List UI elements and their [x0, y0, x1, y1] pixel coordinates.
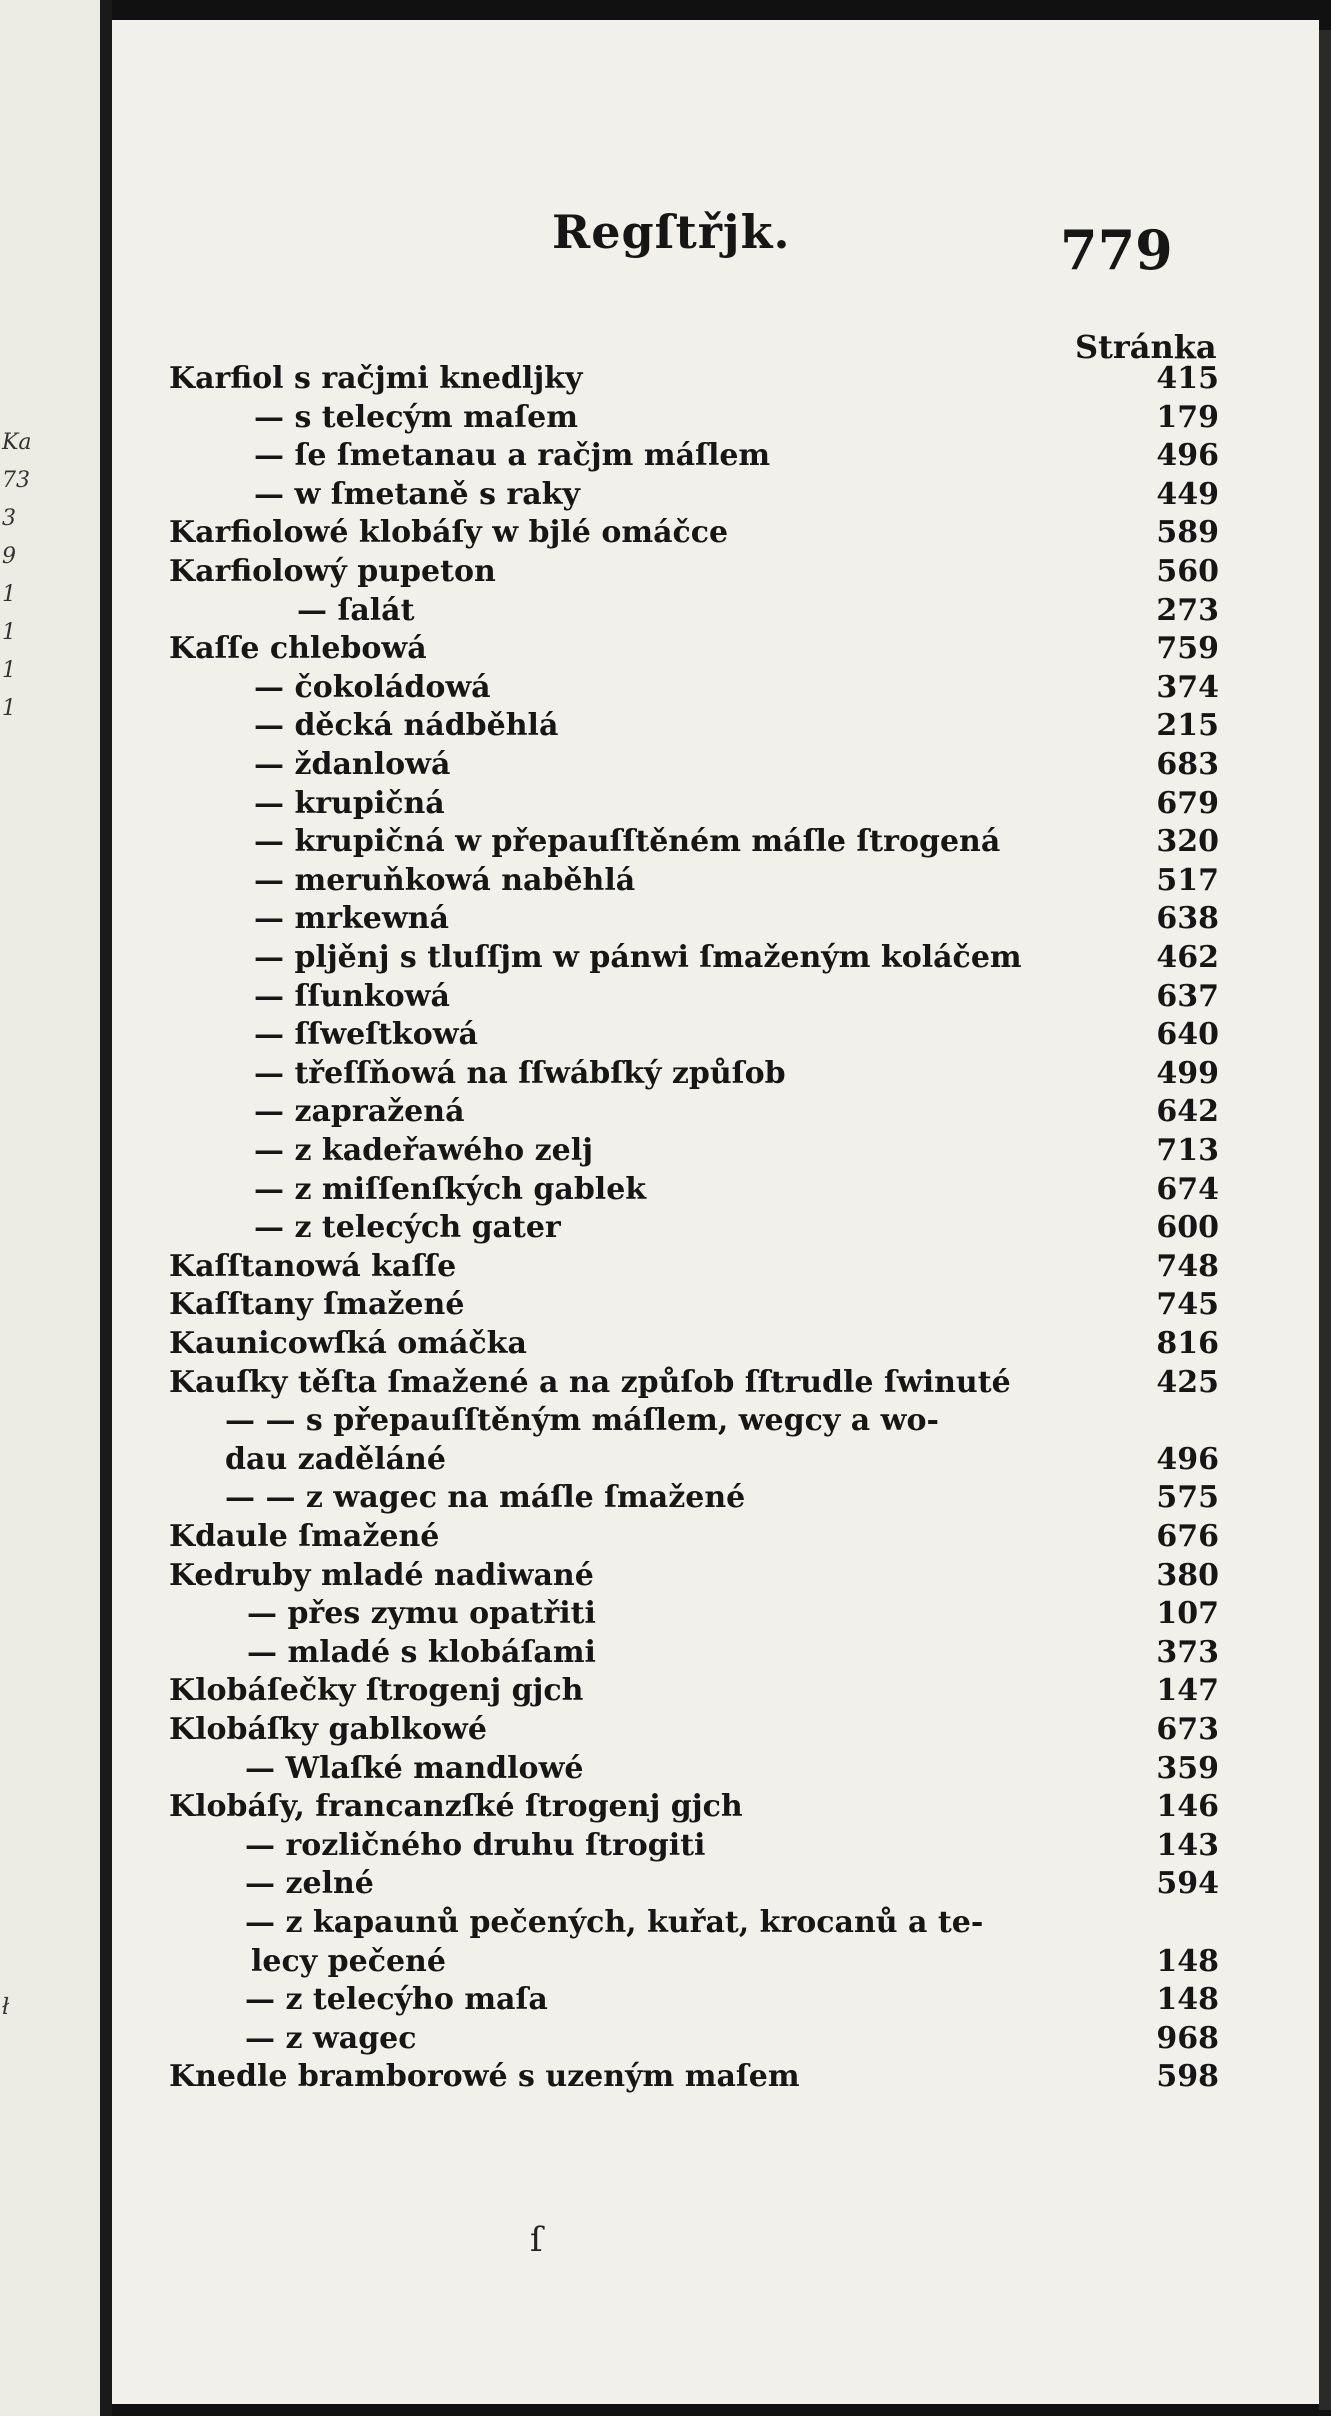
index-entry: [169, 1518, 1269, 1556]
index-entry: [169, 1788, 1269, 1826]
page-column-header: Stránka: [1075, 328, 1217, 366]
index-entry: [169, 1595, 1269, 1633]
page-title: Regſtřjk.: [552, 205, 791, 259]
entry-page-number: 600: [1156, 1210, 1219, 1246]
entry-page-number: 215: [1156, 708, 1219, 744]
entry-text: Klobáſky gablkowé: [169, 1712, 487, 1747]
index-entry: [169, 862, 1269, 900]
entry-text: Kdaule ſmažené: [169, 1519, 440, 1554]
entry-page-number: 748: [1156, 1248, 1219, 1284]
entry-text: — čokoládowá: [254, 669, 491, 705]
entry-page-number: 968: [1156, 2020, 1219, 2056]
book-spine: [100, 0, 112, 2416]
entry-page-number: 146: [1156, 1789, 1219, 1825]
entry-page-number: 598: [1156, 2059, 1219, 2095]
index-entry: [169, 1364, 1269, 1402]
entry-page-number: 425: [1156, 1364, 1219, 1400]
entry-page-number: 415: [1156, 361, 1219, 396]
index-entry: [169, 1827, 1269, 1865]
index-entry: [169, 630, 1269, 668]
entry-text: dau zaděláné: [225, 1441, 446, 1477]
ink-mark: ſ: [530, 2220, 543, 2260]
index-entry: [169, 553, 1269, 591]
left-fragment: Ka: [2, 430, 32, 455]
previous-page-edge: [0, 0, 112, 2416]
entry-page-number: 374: [1156, 669, 1219, 705]
entry-page-number: 642: [1156, 1094, 1219, 1130]
entry-text: — ſalát: [297, 592, 415, 628]
entry-page-number: 679: [1156, 785, 1219, 821]
index-entry: [169, 939, 1269, 977]
entry-text: Knedle bramborowé s uzeným maſem: [169, 2059, 800, 2095]
index-entry: [169, 1171, 1269, 1209]
entry-text: Kaſſe chlebowá: [169, 631, 427, 667]
entry-page-number: 517: [1156, 862, 1219, 898]
index-entry: [169, 1904, 1269, 1942]
index-entry: [169, 900, 1269, 938]
entry-text: — z kadeřawého zelj: [254, 1133, 594, 1168]
index-entry: [169, 1672, 1269, 1710]
entry-text: — přes zymu opatřiti: [247, 1596, 596, 1632]
left-fragment: 9: [2, 544, 16, 569]
entry-page-number: 759: [1156, 631, 1219, 667]
index-entry: [169, 476, 1269, 514]
entry-page-number: 683: [1156, 747, 1219, 782]
entry-page-number: 745: [1156, 1287, 1219, 1323]
entry-page-number: 640: [1156, 1017, 1219, 1053]
entry-page-number: 560: [1156, 554, 1219, 589]
entry-page-number: 320: [1156, 824, 1219, 860]
left-fragment: 3: [2, 506, 16, 531]
index-entry: [169, 1865, 1269, 1903]
entry-text: Kauſky těſta ſmažené a na způſob ſſtrudle ſwinuté: [169, 1364, 1011, 1400]
index-entry: [169, 360, 1269, 398]
entry-text: Karfiol s račjmi knedljky: [169, 361, 583, 396]
entry-text: Kaſſtany ſmažené: [169, 1287, 465, 1323]
entry-text: Klobáſečky ſtrogenj gjch: [169, 1673, 584, 1709]
entry-text: — z telecýho maſa: [245, 1982, 548, 2018]
entry-text: lecy pečené: [251, 1943, 446, 1979]
index-entry: [169, 785, 1269, 823]
entry-page-number: 449: [1156, 476, 1219, 512]
index-entry: [169, 1479, 1269, 1517]
entry-text: — mladé s klobáſami: [247, 1634, 596, 1670]
index-entry: [169, 1981, 1269, 2019]
entry-page-number: 148: [1156, 1943, 1219, 1979]
entry-text: — zapražená: [254, 1094, 465, 1130]
index-entry: [169, 1132, 1269, 1170]
entry-page-number: 143: [1156, 1827, 1219, 1863]
entry-page-number: 638: [1156, 901, 1219, 937]
book-page: [112, 20, 1319, 2404]
entry-page-number: 674: [1156, 1171, 1219, 1207]
left-fragment: 1: [2, 620, 16, 645]
entry-page-number: 373: [1156, 1634, 1219, 1670]
entry-text: — mrkewná: [254, 901, 449, 937]
entry-page-number: 575: [1156, 1480, 1219, 1516]
index-entry: [169, 1209, 1269, 1247]
index-entry: [169, 1286, 1269, 1324]
entry-text: — děcká nádběhlá: [254, 708, 559, 744]
left-fragment: 1: [2, 696, 16, 721]
index-entry: [169, 1325, 1269, 1363]
index-entry: [169, 707, 1269, 745]
entry-page-number: 713: [1156, 1133, 1219, 1168]
entry-text: Karfiolowé klobáſy w bjlé omáčce: [169, 515, 729, 551]
entry-page-number: 499: [1156, 1055, 1219, 1091]
entry-page-number: 589: [1156, 515, 1219, 551]
entry-page-number: 496: [1156, 438, 1219, 474]
entry-text: Karfiolowý pupeton: [169, 554, 496, 589]
entry-text: — — s přepauſſtěným máſlem, wegcy a wo-: [225, 1403, 939, 1439]
index-entry: [169, 1634, 1269, 1672]
page-number: 779: [1060, 218, 1173, 282]
entry-page-number: 273: [1156, 592, 1219, 628]
entry-page-number: 359: [1156, 1750, 1219, 1786]
index-entries: [112, 20, 1319, 2404]
entry-text: — ſſunkowá: [254, 978, 450, 1014]
entry-text: — z wagec: [245, 2020, 417, 2056]
index-entry: [169, 669, 1269, 707]
entry-page-number: 107: [1156, 1596, 1219, 1632]
left-fragment: 1: [2, 658, 16, 683]
entry-page-number: 594: [1156, 1866, 1219, 1902]
index-entry: [169, 399, 1269, 437]
index-entry: [169, 2058, 1269, 2096]
entry-page-number: 637: [1156, 978, 1219, 1014]
index-entry: [169, 978, 1269, 1016]
entry-page-number: 179: [1156, 399, 1219, 435]
index-entry: [169, 746, 1269, 784]
entry-text: Kedruby mladé nadiwané: [169, 1557, 594, 1593]
index-entry: [169, 592, 1269, 630]
index-entry: [169, 1711, 1269, 1749]
index-entry: [169, 1441, 1269, 1479]
entry-text: — ſe ſmetanau a račjm máſlem: [254, 438, 771, 474]
index-entry: [169, 1016, 1269, 1054]
entry-text: — krupičná: [254, 785, 445, 821]
entry-text: — zelné: [245, 1866, 374, 1902]
entry-page-number: 147: [1156, 1673, 1219, 1709]
entry-text: — ſſweſtkowá: [254, 1017, 478, 1053]
index-entry: [169, 1055, 1269, 1093]
entry-page-number: 148: [1156, 1982, 1219, 2018]
entry-page-number: 496: [1156, 1441, 1219, 1477]
entry-text: — z miſſenſkých gablek: [254, 1171, 647, 1207]
entry-text: — pljěnj s tluſſjm w pánwi ſmaženým koláčem: [254, 940, 1022, 975]
index-entry: [169, 1750, 1269, 1788]
entry-text: — ždanlowá: [254, 747, 451, 782]
entry-text: — z telecých gater: [254, 1210, 561, 1246]
entry-text: — s telecým maſem: [254, 399, 579, 435]
index-entry: [169, 437, 1269, 475]
index-entry: [169, 1557, 1269, 1595]
index-entry: [169, 823, 1269, 861]
index-entry: [169, 1402, 1269, 1440]
entry-text: — — z wagec na máſle ſmažené: [225, 1480, 746, 1516]
left-fragment: 1: [2, 582, 16, 607]
index-entry: [169, 1248, 1269, 1286]
entry-page-number: 380: [1156, 1557, 1219, 1593]
entry-page-number: 462: [1156, 940, 1219, 975]
entry-text: — Wlaſké mandlowé: [245, 1750, 584, 1786]
index-entry: [169, 1093, 1269, 1131]
entry-text: Klobáſy, francanzſké ſtrogenj gjch: [169, 1789, 743, 1825]
index-entry: [169, 2020, 1269, 2058]
entry-text: — rozličného druhu ſtrogiti: [245, 1827, 706, 1863]
page-edge-right: [1319, 30, 1331, 2410]
entry-page-number: 816: [1156, 1326, 1219, 1361]
index-entry: [169, 1943, 1269, 1981]
entry-text: — z kapaunů pečených, kuřat, krocanů a te-: [245, 1905, 984, 1940]
entry-text: — w ſmetaně s raky: [254, 476, 580, 512]
left-fragment: 73: [2, 468, 30, 493]
left-fragment: ł: [2, 1995, 10, 2020]
entry-text: Kaſſtanowá kaſſe: [169, 1248, 457, 1284]
entry-text: — krupičná w přepauſſtěném máſle ſtrogená: [254, 824, 1001, 860]
entry-page-number: 676: [1156, 1519, 1219, 1554]
entry-text: Kaunicowſká omáčka: [169, 1326, 527, 1361]
entry-text: — meruňkowá naběhlá: [254, 862, 636, 898]
entry-text: — třeſſňowá na ſſwábſký způſob: [254, 1055, 786, 1091]
index-entry: [169, 514, 1269, 552]
entry-page-number: 673: [1156, 1712, 1219, 1747]
